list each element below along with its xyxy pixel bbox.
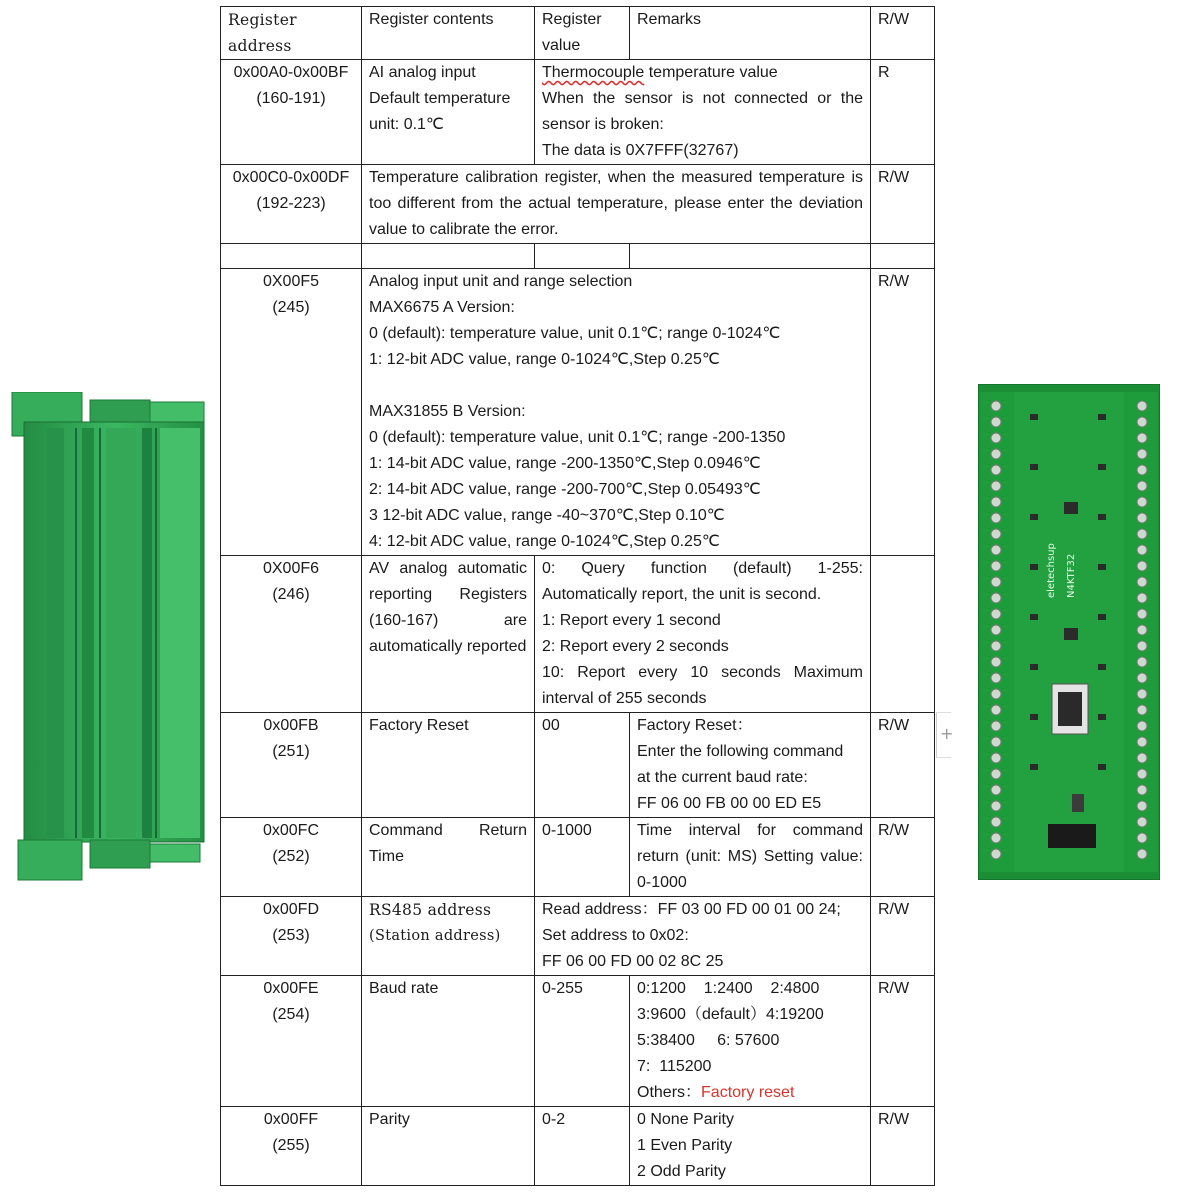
register-address [221, 1107, 362, 1186]
remark-line: 5:38400 6: 57600 [637, 1032, 780, 1049]
contents-line: MAX6675 A Version: [369, 299, 515, 316]
register-address [221, 165, 362, 244]
empty-cell [362, 244, 535, 269]
address-dec: (192-223) [256, 195, 326, 212]
table-header-row [221, 7, 935, 60]
register-remarks [630, 1107, 871, 1186]
table-row [221, 897, 935, 976]
address-hex: 0x00C0-0x00DF [232, 169, 350, 186]
register-contents [362, 60, 535, 165]
address-dec: (255) [272, 1137, 310, 1154]
remark-line: FF 06 00 FB 00 00 ED E5 [637, 795, 822, 812]
register-rw: R/W [871, 897, 935, 976]
header-contents: Register contents [362, 7, 535, 60]
pcb-brand-text: eletechsup [1046, 543, 1057, 598]
table-row [221, 60, 935, 165]
address-hex: 0x00A0-0x00BF [233, 64, 349, 81]
remark-line: Enter the following command [637, 743, 844, 760]
address-dec: (160-191) [256, 90, 326, 107]
address-dec: (253) [272, 927, 310, 944]
register-rw: R/W [871, 269, 935, 556]
remark-title-tail: temperature value [644, 64, 778, 81]
register-address [221, 556, 362, 713]
contents-line: 2: 14-bit ADC value, range -200-700℃,Step 0.05493℃ [369, 481, 761, 498]
remark-line: 1 Even Parity [637, 1137, 733, 1154]
contents-line: 0 (default): temperature value, unit 0.1℃; range -200-1350 [369, 429, 786, 446]
register-rw: R/W [871, 713, 935, 818]
register-contents: Baud rate [362, 976, 535, 1107]
contents-line: unit: 0.1℃ [369, 116, 444, 133]
register-rw: R [871, 60, 935, 165]
plus-icon[interactable]: + [940, 724, 954, 743]
address-hex: 0X00F5 [262, 273, 320, 290]
register-contents: Temperature calibration register, when the measured temperature is too different from the actual temperature, please enter the deviation value to calibrate the error. [362, 165, 871, 244]
contents-line: AI analog input [369, 64, 476, 81]
address-dec: (246) [272, 586, 310, 603]
register-contents: AV analog automatic reporting Registers (160-167) are automatically reported [362, 556, 535, 713]
contents-line: 0 (default): temperature value, unit 0.1℃; range 0-1024℃ [369, 325, 781, 342]
register-contents: Parity [362, 1107, 535, 1186]
empty-cell [871, 244, 935, 269]
contents-line: Default temperature [369, 90, 511, 107]
value-line: 10: Report every 10 seconds Maximum interval of 255 seconds [542, 664, 863, 707]
contents-line: Analog input unit and range selection [369, 273, 633, 290]
din-rail-enclosure-image [10, 392, 206, 882]
register-remarks [630, 976, 871, 1107]
header-address: Register address [221, 7, 362, 60]
register-contents: Factory Reset [362, 713, 535, 818]
address-hex: 0x00FD [262, 901, 320, 918]
pcb-board-image [978, 384, 1160, 880]
remark-title [542, 60, 863, 86]
register-rw: R/W [871, 165, 935, 244]
table-row [221, 818, 935, 897]
remark-line: 7: 115200 [637, 1058, 712, 1075]
register-address [221, 269, 362, 556]
contents-line: RS485 address [369, 901, 492, 919]
register-rw: R/W [871, 818, 935, 897]
remark-line: Set address to 0x02: [542, 927, 689, 944]
contents-line: 3 12-bit ADC value, range -40~370℃,Step 0.10℃ [369, 507, 725, 524]
contents-line: 1: 14-bit ADC value, range -200-1350℃,Step 0.0946℃ [369, 455, 761, 472]
factory-reset-note: Factory reset [701, 1084, 795, 1101]
remark-line: 3:9600（default）4:19200 [637, 1006, 824, 1023]
empty-cell [535, 244, 630, 269]
address-hex: 0X00F6 [262, 560, 320, 577]
register-contents: Command Return Time [362, 818, 535, 897]
contents-line: 1: 12-bit ADC value, range 0-1024℃,Step 0.25℃ [369, 351, 720, 368]
address-hex: 0x00FB [263, 717, 319, 734]
pcb-model-text: N4KTF32 [1066, 553, 1077, 598]
remark-line: 0:1200 1:2400 2:4800 [637, 980, 820, 997]
register-rw [871, 556, 935, 713]
register-remarks [535, 60, 871, 165]
value-line: 1: Report every 1 second [542, 612, 721, 629]
spellcheck-word: Thermocouple [542, 64, 645, 81]
value-line: 0: Query function (default) 1-255: Automatically report, the unit is second. [542, 560, 863, 603]
register-address [221, 60, 362, 165]
address-hex: 0x00FE [263, 980, 319, 997]
register-value: 0-255 [535, 976, 630, 1107]
remark-line: at the current baud rate: [637, 769, 808, 786]
register-table [220, 6, 935, 1186]
address-hex: 0x00FC [262, 822, 320, 839]
register-rw: R/W [871, 1107, 935, 1186]
empty-cell [221, 244, 362, 269]
register-contents [362, 269, 871, 556]
value-line: 2: Report every 2 seconds [542, 638, 729, 655]
register-value: 0-1000 [535, 818, 630, 897]
register-remarks [535, 897, 871, 976]
remark-line: 0 None Parity [637, 1111, 734, 1128]
register-address [221, 976, 362, 1107]
remark-line [637, 1080, 863, 1106]
contents-line: MAX31855 B Version: [369, 403, 526, 420]
remark-line: 2 Odd Parity [637, 1163, 726, 1180]
remark-line: When the sensor is not connected or the sensor is broken: [542, 90, 863, 133]
register-value: 00 [535, 713, 630, 818]
register-address [221, 713, 362, 818]
empty-row [221, 244, 935, 269]
address-dec: (252) [272, 848, 310, 865]
register-address [221, 897, 362, 976]
register-contents [362, 897, 535, 976]
contents-line: 4: 12-bit ADC value, range 0-1024℃,Step 0.25℃ [369, 533, 720, 550]
address-dec: (251) [272, 743, 310, 760]
table-row [221, 976, 935, 1107]
register-rw: R/W [871, 976, 935, 1107]
others-label: Others： [637, 1084, 702, 1101]
table-row [221, 556, 935, 713]
header-remarks: Remarks [630, 7, 871, 60]
address-hex: 0x00FF [263, 1111, 319, 1128]
address-dec: (245) [272, 299, 310, 316]
header-value: Register value [535, 7, 630, 60]
remark-line: The data is 0X7FFF(32767) [542, 142, 739, 159]
register-remarks [630, 713, 871, 818]
table-row [221, 1107, 935, 1186]
register-address [221, 818, 362, 897]
blank-line [369, 373, 863, 399]
contents-line: (Station address) [369, 928, 501, 944]
register-value [535, 556, 871, 713]
address-dec: (254) [272, 1006, 310, 1023]
register-remarks: Time interval for command return (unit: MS) Setting value: 0-1000 [630, 818, 871, 897]
table-row [221, 165, 935, 244]
table-row [221, 269, 935, 556]
remark-line: Factory Reset： [637, 717, 753, 734]
remark-line: Read address：FF 03 00 FD 00 01 00 24; [542, 901, 841, 918]
remark-line: FF 06 00 FD 00 02 8C 25 [542, 953, 724, 970]
register-value: 0-2 [535, 1107, 630, 1186]
empty-cell [630, 244, 871, 269]
table-row [221, 713, 935, 818]
header-rw: R/W [871, 7, 935, 60]
